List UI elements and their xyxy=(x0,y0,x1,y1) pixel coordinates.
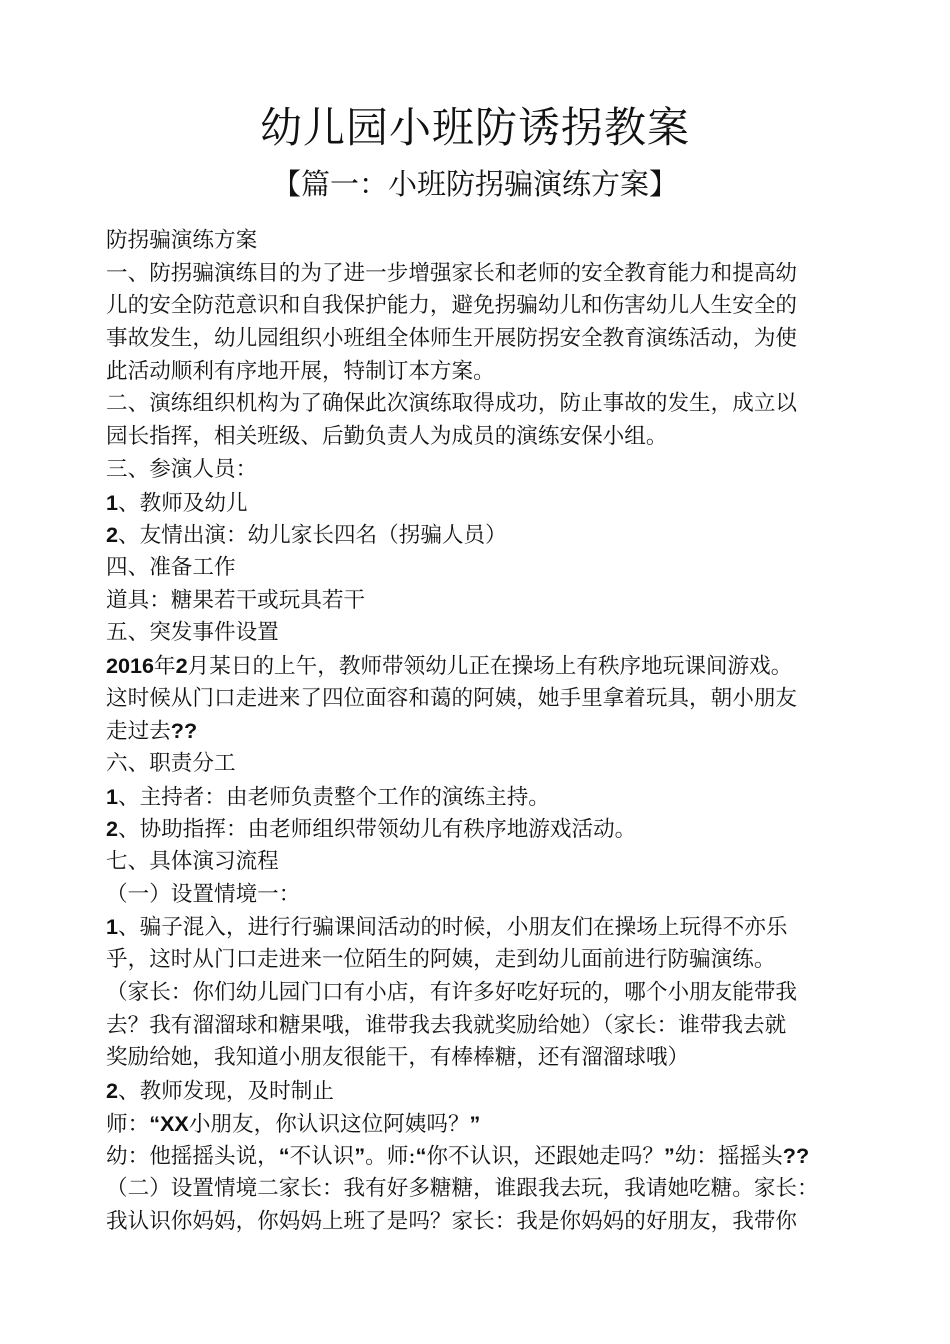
body-line: （二）设置情境二家长：我有好多糖糖，谁跟我去玩，我请她吃糖。家长： xyxy=(106,1175,819,1201)
body-line: 1、主持者：由老师负责整个工作的演练主持。 xyxy=(106,783,550,810)
document-body xyxy=(106,225,866,1238)
body-line: 奖励给她，我知道小朋友很能干，有棒棒糖，还有溜溜球哦） xyxy=(106,1045,690,1071)
body-line: 2、教师发现，及时制止 xyxy=(106,1077,334,1104)
body-line: 乎，这时从门口走进来一位陌生的阿姨，走到幼儿面前进行防骗演练。 xyxy=(106,947,776,973)
body-line: 1、教师及幼儿 xyxy=(106,489,248,516)
body-line: 一、防拐骗演练目的为了进一步增强家长和老师的安全教育能力和提高幼 xyxy=(106,260,798,286)
document-title: 幼儿园小班防诱拐教案 xyxy=(259,103,690,152)
body-line: 此活动顺利有序地开展，特制订本方案。 xyxy=(106,358,495,384)
body-line: 幼：他摇摇头说，“不认识”。师:“你不认识，还跟她走吗？”幼：摇摇头?? xyxy=(106,1143,810,1170)
body-line: 我认识你妈妈，你妈妈上班了是吗？家长：我是你妈妈的好朋友，我带你 xyxy=(106,1208,798,1234)
body-line: 五、突发事件设置 xyxy=(106,620,279,646)
body-line: 这时候从门口走进来了四位面容和蔼的阿姨，她手里拿着玩具，朝小朋友 xyxy=(106,685,798,711)
body-line: 儿的安全防范意识和自我保护能力，避免拐骗幼儿和伤害幼儿人生安全的 xyxy=(106,293,798,319)
body-line: 2、友情出演：幼儿家长四名（拐骗人员） xyxy=(106,522,507,549)
document-subtitle: 【篇一：小班防拐骗演练方案】 xyxy=(271,167,678,201)
body-line: （一）设置情境一： xyxy=(106,881,301,907)
body-line: 防拐骗演练方案 xyxy=(106,228,258,253)
body-line: 七、具体演习流程 xyxy=(106,849,279,875)
body-line: 六、职责分工 xyxy=(106,751,236,776)
body-line: 2、协助指挥：由老师组织带领幼儿有秩序地游戏活动。 xyxy=(106,816,637,843)
body-line: 事故发生，幼儿园组织小班组全体师生开展防拐安全教育演练活动，为使 xyxy=(106,326,798,352)
body-line: 师：“XX小朋友，你认识这位阿姨吗？” xyxy=(106,1110,481,1137)
body-line: 2016年2月某日的上午，教师带领幼儿正在操场上有秩序地玩课间游戏。 xyxy=(106,652,793,679)
body-line: 三、参演人员： xyxy=(106,456,258,482)
body-line: 二、演练组织机构为了确保此次演练取得成功，防止事故的发生，成立以 xyxy=(106,391,798,417)
body-line: 四、准备工作 xyxy=(106,554,236,580)
body-line: 去？我有溜溜球和糖果哦，谁带我去我就奖励给她）（家长：谁带我去就 xyxy=(106,1012,787,1038)
body-line: （家长：你们幼儿园门口有小店，有许多好吃好玩的，哪个小朋友能带我 xyxy=(106,979,798,1005)
body-line: 1、骗子混入，进行行骗课间活动的时候，小朋友们在操场上玩得不亦乐 xyxy=(106,914,788,941)
body-line: 走过去?? xyxy=(106,718,198,745)
body-line: 园长指挥，相关班级、后勤负责人为成员的演练安保小组。 xyxy=(106,424,668,450)
body-line: 道具：糖果若干或玩具若干 xyxy=(106,587,366,613)
